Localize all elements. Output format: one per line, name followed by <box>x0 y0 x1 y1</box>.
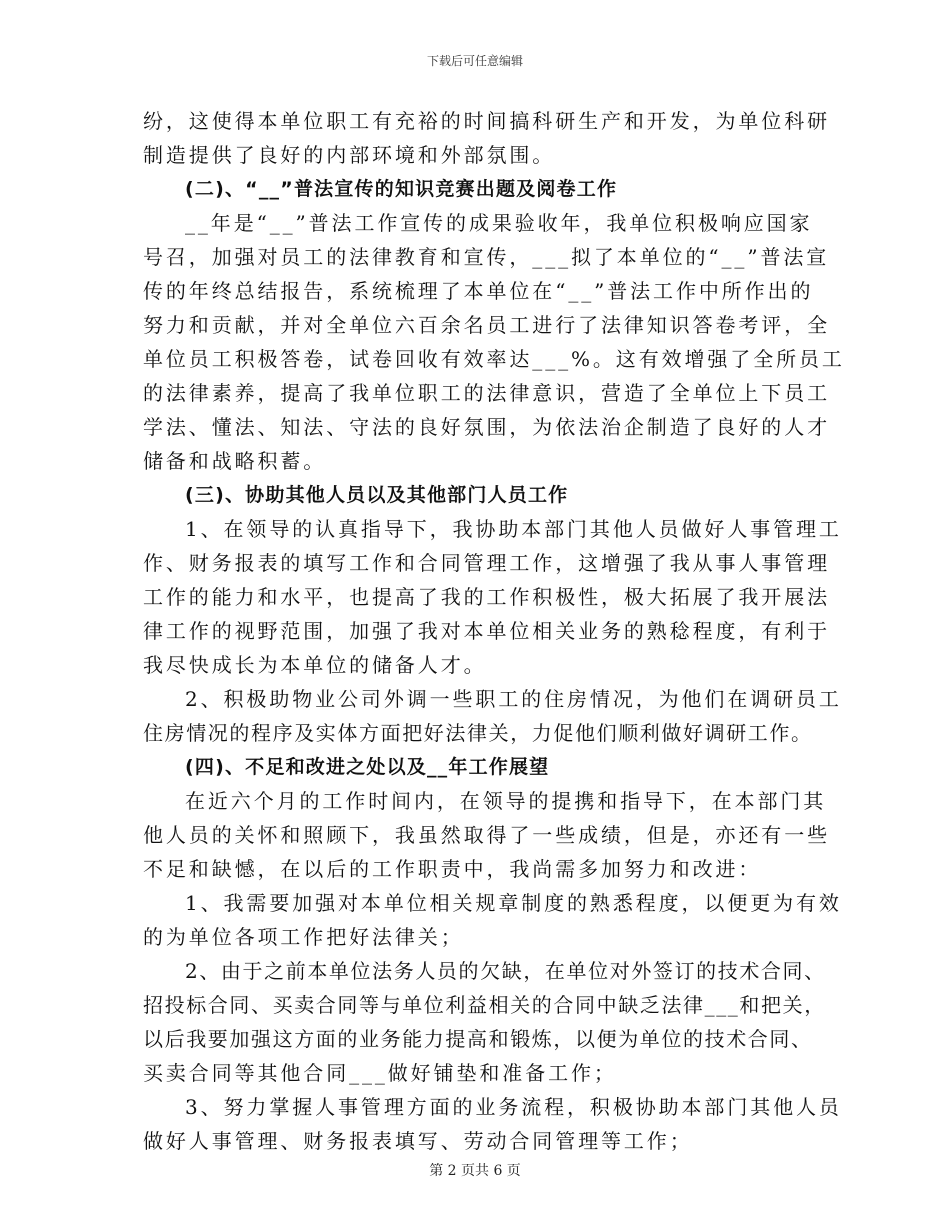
body-text-line: 2、由于之前本单位法务人员的欠缺，在单位对外签订的技术合同、 <box>185 959 826 983</box>
body-text-line: 制造提供了良好的内部环境和外部氛围。 <box>143 143 556 167</box>
body-text-line: 住房情况的程序及实体方面把好法律关，力促他们顺利做好调研工作。 <box>143 721 813 745</box>
body-text-line: 招投标合同、买卖合同等与单位利益相关的合同中缺乏法律___和把关， <box>143 993 826 1017</box>
section-heading: (四)、不足和改进之处以及__年工作展望 <box>185 756 550 778</box>
body-text-line: 律工作的视野范围，加强了我对本单位相关业务的熟稔程度，有利于 <box>143 619 830 643</box>
body-text-line: 1、在领导的认真指导下，我协助本部门其他人员做好人事管理工 <box>185 517 842 541</box>
body-text-line: 单位员工积极答卷，试卷回收有效率达___%。这有效增强了全所员工 <box>143 347 845 371</box>
body-text-line: 储备和战略积蓄。 <box>143 449 327 473</box>
body-text-line: 做好人事管理、财务报表填写、劳动合同管理等工作； <box>143 1129 693 1153</box>
page-header-note: 下载后可任意编辑 <box>426 54 523 68</box>
body-text-line: 的为单位各项工作把好法律关； <box>143 925 464 949</box>
body-text-line: 在近六个月的工作时间内，在领导的提携和指导下，在本部门其 <box>185 789 827 813</box>
body-text-line: 纷，这使得本单位职工有充裕的时间搞科研生产和开发，为单位科研 <box>143 109 830 133</box>
section-heading: (二)、“__”普法宣传的知识竞赛出题及阅卷工作 <box>185 178 618 200</box>
body-text-line: __年是“__”普法工作宣传的成果验收年，我单位积极响应国家 <box>185 211 813 235</box>
body-text-line: 作、财务报表的填写工作和合同管理工作，这增强了我从事人事管理 <box>143 551 830 575</box>
body-text-line: 努力和贡献，并对全单位六百余名员工进行了法律知识答卷考评，全 <box>143 313 830 337</box>
body-text-line: 号召，加强对员工的法律教育和宣传，___拟了本单位的“__”普法宣 <box>143 245 830 269</box>
body-text-line: 我尽快成长为本单位的储备人才。 <box>143 653 487 677</box>
body-text-line: 学法、懂法、知法、守法的良好氛围，为依法治企制造了良好的人才 <box>143 415 830 439</box>
body-text-line: 传的年终总结报告，系统梳理了本单位在“__”普法工作中所作出的 <box>143 279 814 303</box>
page-number: 第 2 页共 6 页 <box>429 1163 521 1179</box>
body-text-line: 不足和缺憾，在以后的工作职责中，我尚需多加努力和改进： <box>143 857 762 881</box>
body-text-line: 他人员的关怀和照顾下，我虽然取得了一些成绩，但是，亦还有一些 <box>143 823 830 847</box>
body-text-line: 以后我要加强这方面的业务能力提高和锻炼，以便为单位的技术合同、 <box>143 1027 813 1051</box>
body-text-line: 1、我需要加强对本单位相关规章制度的熟悉程度，以便更为有效 <box>185 891 842 915</box>
body-text-line: 工作的能力和水平，也提高了我的工作积极性，极大拓展了我开展法 <box>143 585 830 609</box>
body-text-line: 买卖合同等其他合同___做好铺垫和准备工作； <box>143 1061 617 1085</box>
section-heading: (三)、协助其他人员以及其他部门人员工作 <box>185 484 569 506</box>
body-text-line: 的法律素养，提高了我单位职工的法律意识，营造了全单位上下员工 <box>143 381 830 405</box>
body-text-line: 3、努力掌握人事管理方面的业务流程，积极协助本部门其他人员 <box>185 1095 842 1119</box>
document-body <box>143 104 845 1158</box>
body-text-line: 2、积极助物业公司外调一些职工的住房情况，为他们在调研员工 <box>185 687 842 711</box>
